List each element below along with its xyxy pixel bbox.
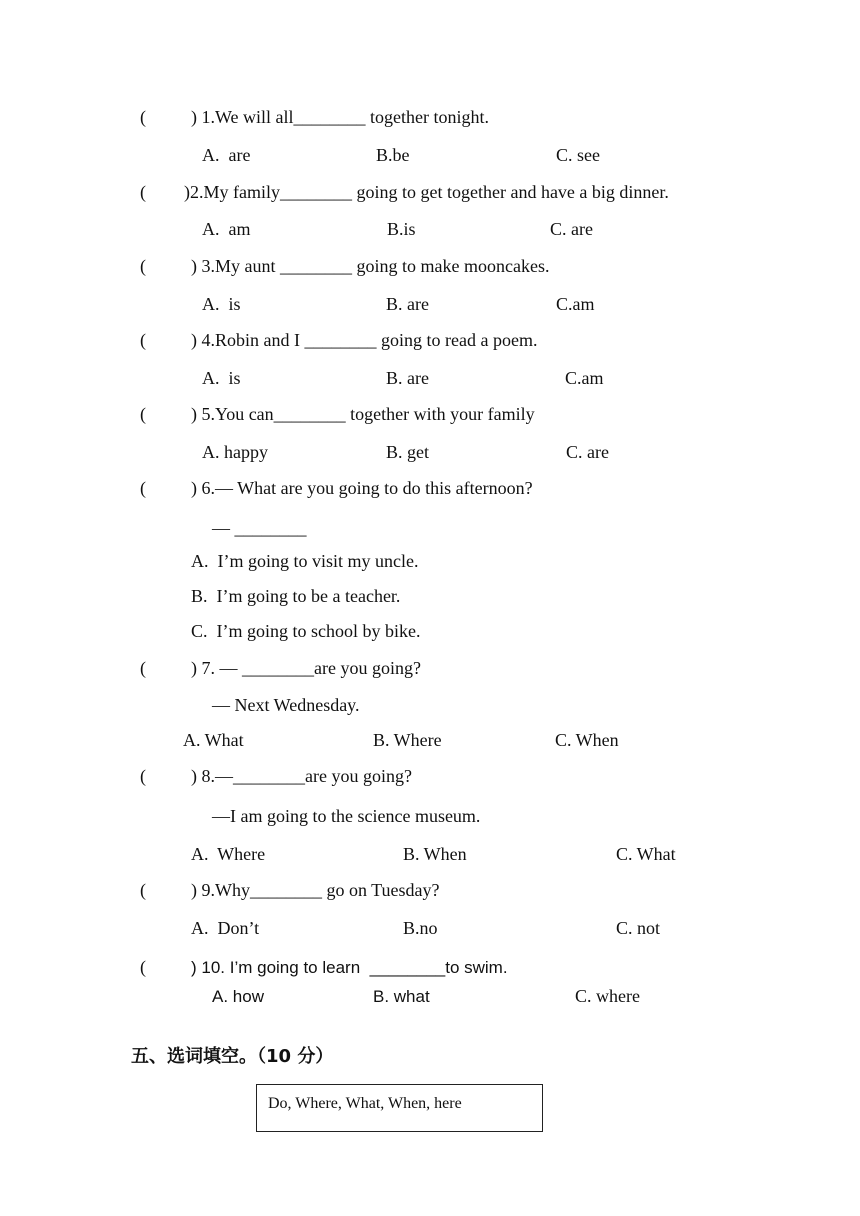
option-a: A. how xyxy=(212,987,264,1006)
answer-bracket: ( xyxy=(140,766,146,786)
option-a: A. happy xyxy=(202,442,268,462)
option-b: B. what xyxy=(373,987,430,1006)
option-c: C. are xyxy=(566,442,609,462)
option-a: A. is xyxy=(202,294,241,314)
option-a: A. Don’t xyxy=(191,918,260,938)
option-c: C. I’m going to school by bike. xyxy=(191,621,421,641)
option-b: B.no xyxy=(403,918,438,938)
option-c: C. not xyxy=(616,918,661,938)
answer-bracket: ( xyxy=(140,182,146,202)
option-b: B. When xyxy=(403,844,467,864)
answer-line: — Next Wednesday. xyxy=(212,695,360,715)
option-b: B.be xyxy=(376,145,410,165)
option-a: A. am xyxy=(202,219,251,239)
answer-bracket: ( xyxy=(140,330,146,350)
question-stem: ) 7. — ________are you going? xyxy=(191,658,421,678)
option-b: B. are xyxy=(386,368,429,388)
option-a: A. What xyxy=(183,730,244,750)
option-b: B. Where xyxy=(373,730,442,750)
answer-bracket: ( xyxy=(140,256,146,276)
option-b: B. are xyxy=(386,294,429,314)
question-stem: ) 3.My aunt ________ going to make mooncakes. xyxy=(191,256,550,276)
option-b: B. I’m going to be a teacher. xyxy=(191,586,401,606)
option-c: C. are xyxy=(550,219,593,239)
option-c: C. where xyxy=(575,986,640,1006)
word-bank-box xyxy=(256,1084,543,1132)
answer-bracket: ( xyxy=(140,880,146,900)
answer-bracket: ( xyxy=(140,957,146,977)
option-c: C. When xyxy=(555,730,619,750)
option-b: B. get xyxy=(386,442,429,462)
option-c: C. What xyxy=(616,844,676,864)
question-stem: ) 9.Why________ go on Tuesday? xyxy=(191,880,440,900)
answer-bracket: ( xyxy=(140,658,146,678)
section-heading: 五、选词填空。（10 分） xyxy=(131,1046,334,1067)
word-bank-text: Do, Where, What, When, here xyxy=(268,1095,462,1112)
question-stem: ) 5.You can________ together with your family xyxy=(191,404,535,424)
question-stem: ) 4.Robin and I ________ going to read a poem. xyxy=(191,330,538,350)
answer-bracket: ( xyxy=(140,478,146,498)
question-stem: ) 8.—________are you going? xyxy=(191,766,412,786)
question-stem: ) 10. I’m going to learn ________to swim. xyxy=(191,958,508,977)
option-a: A. Where xyxy=(191,844,266,864)
question-stem: )2.My family________ going to get together and have a big dinner. xyxy=(184,182,669,202)
option-a: A. is xyxy=(202,368,241,388)
answer-line: — ________ xyxy=(212,518,307,538)
answer-bracket: ( xyxy=(140,404,146,424)
option-c: C. see xyxy=(556,145,600,165)
question-stem: ) 1.We will all________ together tonight. xyxy=(191,107,490,127)
option-c: C.am xyxy=(565,368,604,388)
option-a: A. I’m going to visit my uncle. xyxy=(191,551,419,571)
option-a: A. are xyxy=(202,145,251,165)
question-stem: ) 6.— What are you going to do this afternoon? xyxy=(191,478,533,498)
answer-line: —I am going to the science museum. xyxy=(212,806,481,826)
option-b: B.is xyxy=(387,219,416,239)
answer-bracket: ( xyxy=(140,107,146,127)
option-c: C.am xyxy=(556,294,595,314)
